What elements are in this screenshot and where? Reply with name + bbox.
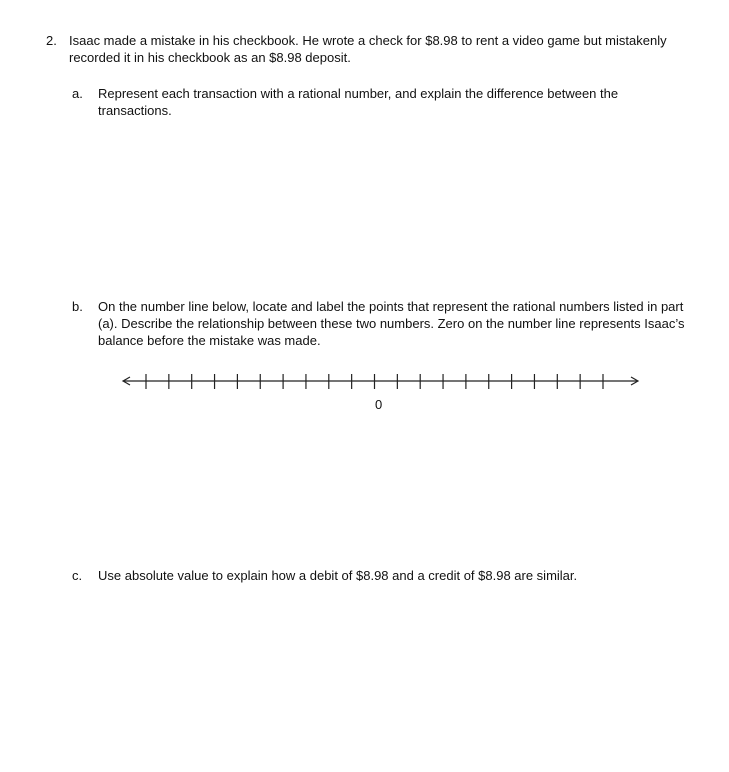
part-a-text: Represent each transaction with a rational number, and explain the difference between the transactions.: [98, 86, 619, 118]
part-b-label: b.: [72, 299, 83, 314]
problem-number: 2.: [46, 33, 57, 48]
part-a-label: a.: [72, 86, 83, 101]
part-b-text: On the number line below, locate and label the points that represent the rational numbers listed in part (a). Describe the relationship between these two numbers. Zero on the number line represents Isaac’s balance before the mistake was made.: [98, 299, 685, 348]
problem-text: Isaac made a mistake in his checkbook. He wrote a check for $8.98 to rent a video game but mistakenly recorded it in his checkbook as an $8.98 deposit.: [69, 33, 667, 65]
zero-label: 0: [375, 397, 383, 412]
part-c-label: c.: [72, 568, 83, 583]
part-c-text: Use absolute value to explain how a debit of $8.98 and a credit of $8.98 are similar.: [98, 568, 578, 583]
